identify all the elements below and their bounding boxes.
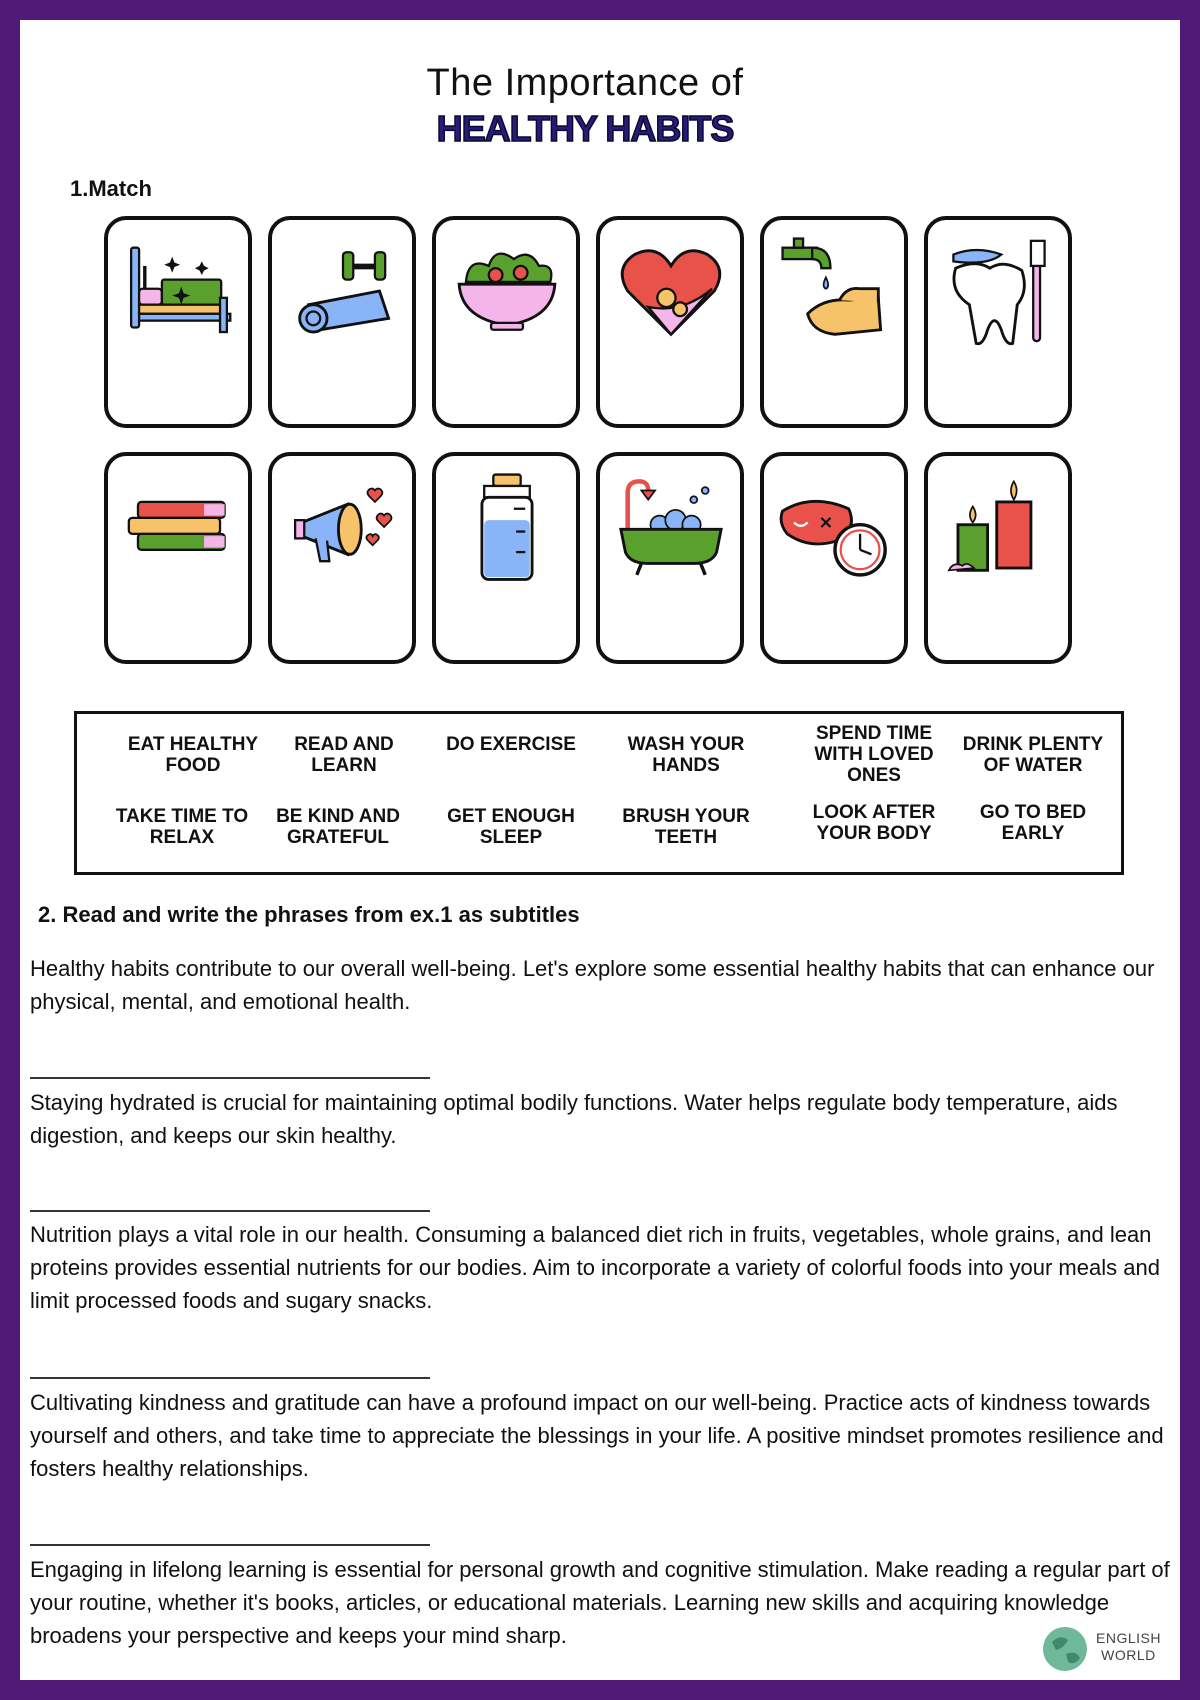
phrase-do-exercise[interactable]: DO EXERCISE	[446, 734, 576, 755]
card-salad[interactable]	[432, 216, 580, 428]
phrase-go-to-bed-early[interactable]: GO TO BED EARLY	[979, 802, 1087, 844]
logo-line-2: WORLD	[1101, 1647, 1156, 1663]
subtitle-blank-4[interactable]	[30, 1544, 430, 1546]
bathtub-icon	[614, 470, 728, 584]
paragraph-2: Nutrition plays a vital role in our health. Consuming a balanced diet rich in fruits, vegetables, whole grains, and lean proteins provides essential nutrients for our bodies. Aim to incorporate a variety of colorful foods into your meals and limit processed foods and sugary snacks.	[30, 1222, 1160, 1313]
logo-line-1: ENGLISH	[1096, 1630, 1161, 1646]
subtitle-blank-1[interactable]	[30, 1077, 430, 1079]
card-books[interactable]	[104, 452, 252, 664]
tooth-toothbrush-icon	[942, 234, 1056, 348]
salad-bowl-icon	[450, 234, 564, 348]
exercise-1-heading: 1.Match	[70, 176, 152, 201]
yoga-mat-dumbbell-icon	[286, 234, 400, 348]
heart-icon	[614, 234, 728, 348]
picture-cards	[104, 216, 1094, 666]
phrase-brush-your-teeth[interactable]: BRUSH YOUR TEETH	[622, 806, 750, 848]
paragraph-1: Staying hydrated is crucial for maintaining optimal bodily functions. Water helps regulate body temperature, aids digestion, and keeps our skin healthy.	[30, 1090, 1118, 1148]
subtitle-blank-2[interactable]	[30, 1210, 430, 1212]
phrase-read-and-learn[interactable]: READ AND LEARN	[294, 734, 394, 776]
phrase-eat-healthy-food[interactable]: EAT HEALTHY FOOD	[127, 734, 259, 776]
english-world-logo	[1040, 1624, 1170, 1674]
logo-text	[1096, 1630, 1161, 1664]
bed-icon	[122, 234, 236, 348]
books-icon	[122, 470, 236, 584]
paragraph-3: Cultivating kindness and gratitude can have a profound impact on our well-being. Practice acts of kindness towards yourself and others, and take time to appreciate the blessings in your life. A positive mindset promotes resilience and fosters healthy relationships.	[30, 1390, 1164, 1481]
phrase-drink-plenty-of-water[interactable]: DRINK PLENTY OF WATER	[962, 734, 1104, 776]
subtitle-blank-3[interactable]	[30, 1377, 430, 1379]
card-candles[interactable]	[924, 452, 1072, 664]
card-heart[interactable]	[596, 216, 744, 428]
phrase-take-time-to-relax[interactable]: TAKE TIME TO RELAX	[115, 806, 249, 848]
phrase-get-enough-sleep[interactable]: GET ENOUGH SLEEP	[447, 806, 575, 848]
card-exercise[interactable]	[268, 216, 416, 428]
water-bottle-icon	[450, 470, 564, 584]
phrase-be-kind-and-grateful[interactable]: BE KIND AND GRATEFUL	[276, 806, 400, 848]
megaphone-hearts-icon	[286, 470, 400, 584]
sleep-mask-clock-icon	[778, 470, 892, 584]
phrase-box	[74, 711, 1124, 875]
card-sleep[interactable]	[760, 452, 908, 664]
card-teeth[interactable]	[924, 216, 1072, 428]
card-handwash[interactable]	[760, 216, 908, 428]
phrase-spend-time-with-loved-ones[interactable]: SPEND TIME WITH LOVED ONES	[814, 723, 934, 786]
phrase-wash-your-hands[interactable]: WASH YOUR HANDS	[627, 734, 745, 776]
globe-icon	[1040, 1624, 1090, 1674]
paragraph-4: Engaging in lifelong learning is essential for personal growth and cognitive stimulation. Make reading a regular part of your routine, whether it's books, articles, or educational materials. Learning new skills and acquiring knowledge broadens your perspective and keeps your mind sharp.	[30, 1557, 1170, 1648]
card-megaphone[interactable]	[268, 452, 416, 664]
worksheet-page	[20, 20, 1180, 1680]
card-water[interactable]	[432, 452, 580, 664]
exercise-2-heading: 2. Read and write the phrases from ex.1 as subtitles	[38, 902, 580, 927]
card-bath[interactable]	[596, 452, 744, 664]
intro-paragraph: Healthy habits contribute to our overall well-being. Let's explore some essential healthy habits that can enhance our physical, mental, and emotional health.	[30, 956, 1155, 1014]
title-line-1: The Importance of	[426, 62, 744, 104]
phrase-look-after-your-body[interactable]: LOOK AFTER YOUR BODY	[812, 802, 936, 844]
candles-icon	[942, 470, 1056, 584]
hand-washing-icon	[778, 234, 892, 348]
title-line-2: HEALTHY HABITS	[436, 108, 734, 149]
card-bed[interactable]	[104, 216, 252, 428]
